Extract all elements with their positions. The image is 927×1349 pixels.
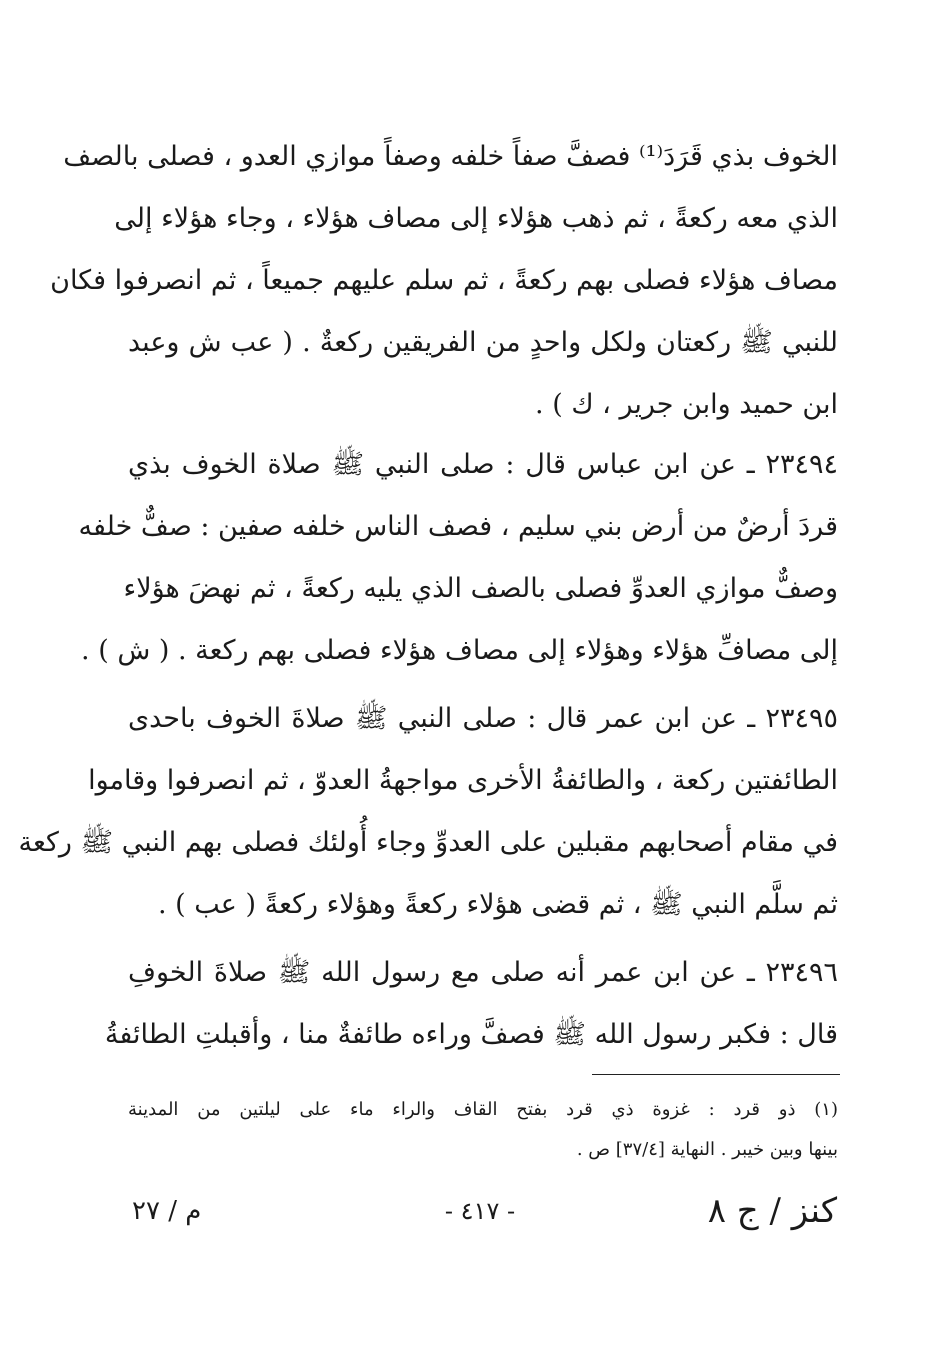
text-line: ٢٣٤٩٦ ـ عن ابن عمر أنه صلى مع رسول الله ﷺ صلاةَ الخوفِ <box>128 957 838 988</box>
text-line: ٢٣٤٩٤ ـ عن ابن عباس قال : صلى النبي ﷺ صلاة الخوف بذي <box>128 449 838 480</box>
book-reference: كنز / ج ٨ <box>707 1191 837 1231</box>
footnote-divider <box>592 1074 840 1075</box>
footnote-line-1: (١) ذو قرد : غزوة ذي قرد بفتح القاف والراء ماء على ليلتين من المدينة <box>128 1099 838 1120</box>
text-line: الذي معه ركعةً ، ثم ذهب هؤلاء إلى مصاف هؤلاء ، وجاء هؤلاء إلى <box>114 203 838 234</box>
footnote-line-2: بينها وبين خيبر . النهاية [٣٧/٤] ص . <box>576 1139 838 1160</box>
paragraph-23495 <box>18 688 838 936</box>
text-line: ابن حميد وابن جرير ، ك ) . <box>535 389 838 420</box>
signature-mark: م / ٢٧ <box>132 1196 202 1226</box>
text-line: في مقام أصحابهم مقبلين على العدوِّ وجاء أُولئك فصلى بهم النبي ﷺ ركعة <box>18 827 838 858</box>
text-line: الخوف بذي قَرَدَ⁽¹⁾ فصفَّ صفاً خلفه وصفاً موازي العدو ، فصلى بالصف <box>63 141 838 172</box>
text-line: قردَ أرضٌ من أرض بني سليم ، فصف الناس خلفه صفين : صفٌّ خلفه <box>78 511 838 542</box>
paragraph-1 <box>50 126 838 436</box>
text-line: وصفٌّ موازي العدوِّ فصلى بالصف الذي يليه ركعةً ، ثم نهضَ هؤلاء <box>123 573 838 604</box>
text-line: مصاف هؤلاء فصلى بهم ركعةً ، ثم سلم عليهم جميعاً ، ثم انصرفوا فكان <box>50 265 838 296</box>
text-line: للنبي ﷺ ركعتان ولكل واحدٍ من الفريقين ركعةٌ . ( عب ش وعبد <box>128 327 838 358</box>
text-line: إلى مصافِّ هؤلاء وهؤلاء إلى مصاف هؤلاء فصلى بهم ركعة . ( ش ) . <box>81 635 838 666</box>
text-line: ٢٣٤٩٥ ـ عن ابن عمر قال : صلى النبي ﷺ صلاةَ الخوف باحدى <box>128 703 838 734</box>
text-line: قال : فكبر رسول الله ﷺ فصفَّ وراءه طائفةٌ منا ، وأقبلتِ الطائفةُ <box>104 1019 838 1050</box>
text-line: الطائفتين ركعة ، والطائفةُ الأخرى مواجهةُ العدوّ ، ثم انصرفوا وقاموا <box>88 765 838 796</box>
paragraph-23496 <box>104 942 838 1066</box>
paragraph-23494 <box>78 434 838 682</box>
page-number: - ٤١٧ - <box>444 1197 516 1225</box>
text-line: ثم سلَّم النبي ﷺ ، ثم قضى هؤلاء ركعةً وهؤلاء ركعةً ( عب ) . <box>158 889 838 920</box>
